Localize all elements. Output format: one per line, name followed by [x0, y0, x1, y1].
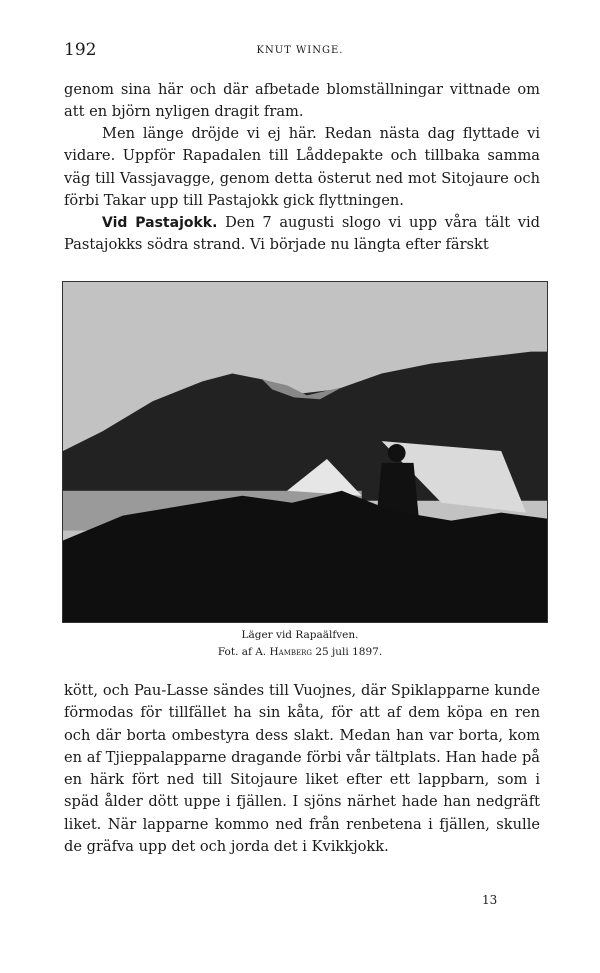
caption-credit-date: 25 juli 1897.	[315, 646, 383, 658]
running-head: KNUT WINGE.	[256, 45, 344, 56]
side-heading: Vid Pastajokk.	[102, 215, 218, 231]
figure-caption-credit	[0, 646, 600, 658]
camp-photo-illustration	[63, 282, 547, 622]
paragraph-3	[64, 212, 540, 257]
signature-mark: 13	[482, 893, 498, 907]
paragraph-3-body: Den 7 augusti slogo vi upp våra tält vid Pastajokks södra strand. Vi började nu längta efter färskt	[64, 214, 540, 254]
caption-credit-prefix: Fot. af A.	[217, 646, 267, 658]
paragraph-4: kött, och Pau-Lasse sändes till Vuojnes, där Spiklapparne kunde förmodas för tillfället ha sin kåta, för att af dem köpa en ren och där borta ombestyra dess slakt. Medan han var borta, kom en af Tjieppalapparne dragande förbi vår tältplats. Han hade på en härk fört ned till Sitojaure liket efter ett lappbarn, som i späd ålder dött uppe i fjällen. I sjöns närhet hade han nedgräft liket. När lapparne kommo ned från renbetena i fjällen, skulle de gräfva upp det och jorda det i Kvikkjokk.	[64, 682, 540, 856]
paragraph-2: Men länge dröjde vi ej här. Redan nästa dag flyttade vi vidare. Uppför Rapadalen till Låddepakte och tillbaka samma väg till Vassjavagge, genom detta österut ned mot Sitojaure och förbi Takar upp till Pastajokk gick flyttningen.	[64, 125, 540, 209]
paragraph-1: genom sina här och där afbetade blomställningar vittnade om att en björn nyligen dragit fram.	[64, 81, 540, 121]
photograph	[62, 281, 548, 623]
photographer-name: Hamberg	[269, 646, 312, 658]
page-number: 192	[64, 40, 97, 60]
figure-caption-title: Läger vid Rapaälfven.	[241, 629, 359, 641]
